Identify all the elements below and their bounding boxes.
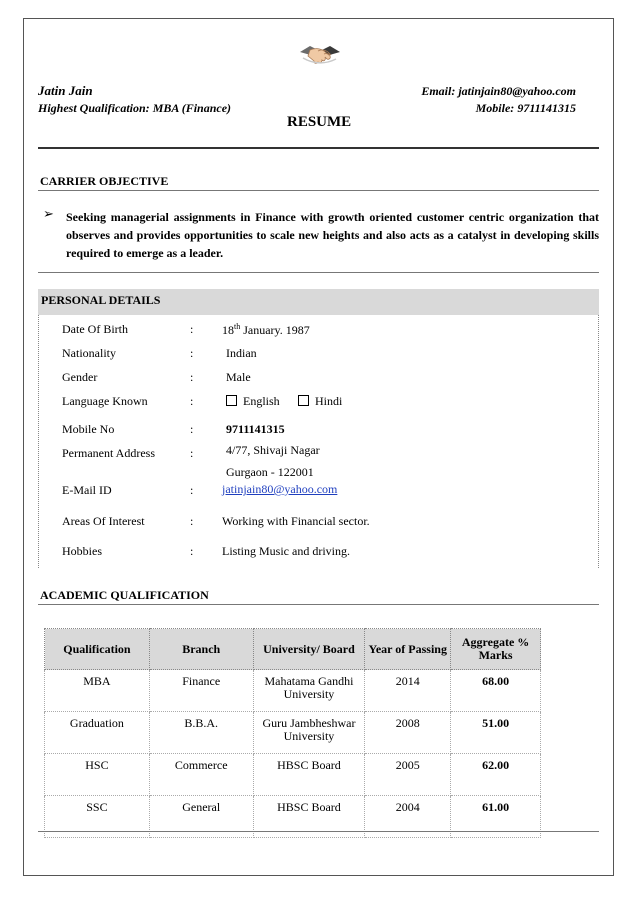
cell-year: 2005	[365, 754, 451, 796]
dob-colon: :	[190, 322, 194, 336]
address-line1: 4/77, Shivaji Nagar	[226, 443, 320, 457]
gender-colon: :	[190, 370, 194, 384]
mobile-colon: :	[190, 422, 194, 436]
academic-heading-rule	[38, 604, 599, 605]
header-divider	[38, 147, 599, 149]
hobbies-value: Listing Music and driving.	[222, 544, 350, 558]
cell-qualification: HSC	[45, 754, 150, 796]
nationality-label: Nationality	[62, 346, 116, 360]
cell-marks: 62.00	[451, 754, 541, 796]
mobile-value: 9711141315	[226, 422, 285, 436]
objective-divider	[38, 272, 599, 273]
cell-university: Mahatama Gandhi University	[253, 670, 365, 712]
cell-marks: 51.00	[451, 712, 541, 754]
academic-table-header	[45, 629, 541, 670]
header-email	[421, 84, 576, 99]
cell-marks: 68.00	[451, 670, 541, 712]
dob-value	[222, 322, 310, 338]
objective-heading-rule	[38, 190, 599, 191]
cell-branch: Commerce	[149, 754, 253, 796]
dob-day: 18	[222, 323, 234, 337]
handshake-icon	[298, 38, 342, 72]
col-university: University/ Board	[253, 629, 365, 670]
objective-text: Seeking managerial assignments in Finance with growth oriented customer centric organization that observes and provides opportunities to scale new heights and also acts as a catalyst in developing skills required to emerge as a leader.	[66, 210, 599, 260]
objective-heading: CARRIER OBJECTIVE	[40, 174, 169, 188]
cell-year: 2008	[365, 712, 451, 754]
header-mobile	[476, 101, 576, 116]
language-colon: :	[190, 394, 194, 408]
col-aggregate: Aggregate % Marks	[451, 629, 541, 670]
cell-branch: B.B.A.	[149, 712, 253, 754]
table-row	[45, 670, 541, 712]
cell-qualification: MBA	[45, 670, 150, 712]
interest-label: Areas Of Interest	[62, 514, 145, 528]
resume-title: RESUME	[287, 114, 352, 130]
address-colon: :	[190, 446, 194, 460]
interest-value: Working with Financial sector.	[222, 514, 370, 528]
email-id-label: E-Mail ID	[62, 483, 112, 497]
cell-university: HBSC Board	[253, 796, 365, 838]
nationality-value: Indian	[226, 346, 257, 360]
table-row	[45, 754, 541, 796]
hobbies-colon: :	[190, 544, 194, 558]
cell-university: HBSC Board	[253, 754, 365, 796]
candidate-name: Jatin Jain	[38, 83, 93, 98]
footer-divider	[38, 831, 599, 832]
dob-label: Date Of Birth	[62, 322, 128, 336]
cell-year: 2014	[365, 670, 451, 712]
cell-year: 2004	[365, 796, 451, 838]
hobbies-label: Hobbies	[62, 544, 102, 558]
personal-details-heading: PERSONAL DETAILS	[41, 293, 161, 307]
academic-heading: ACADEMIC QUALIFICATION	[40, 588, 209, 602]
cell-qualification: Graduation	[45, 712, 150, 754]
qualification-label: Highest Qualification:	[38, 101, 150, 115]
interest-colon: :	[190, 514, 194, 528]
mobile-value: 9711141315	[517, 101, 576, 115]
address-line2: Gurgaon - 122001	[226, 465, 314, 479]
mobile-label: Mobile:	[475, 101, 515, 115]
dob-suffix: th	[234, 322, 241, 331]
highest-qualification	[38, 101, 231, 116]
language-hindi-label: Hindi	[315, 394, 343, 408]
table-row	[45, 712, 541, 754]
arrow-bullet-icon: ➢	[43, 206, 54, 221]
cell-branch: General	[149, 796, 253, 838]
gender-value: Male	[226, 370, 251, 384]
address-label: Permanent Address	[62, 446, 155, 460]
cell-branch: Finance	[149, 670, 253, 712]
language-english-label: English	[243, 394, 280, 408]
qualification-value: MBA (Finance)	[152, 101, 232, 115]
col-branch: Branch	[149, 629, 253, 670]
cell-university: Guru Jambheshwar University	[253, 712, 365, 754]
checkbox-icon	[226, 395, 237, 406]
mobile-label: Mobile No	[62, 422, 115, 436]
language-english	[226, 394, 280, 409]
language-hindi	[298, 394, 342, 409]
dob-rest: January. 1987	[240, 323, 310, 337]
email-value[interactable]: jatinjain80@yahoo.com	[458, 84, 576, 98]
language-label: Language Known	[62, 394, 148, 408]
col-qualification: Qualification	[45, 629, 150, 670]
email-id-link[interactable]: jatinjain80@yahoo.com	[222, 482, 338, 496]
col-year: Year of Passing	[365, 629, 451, 670]
cell-qualification: SSC	[45, 796, 150, 838]
gender-label: Gender	[62, 370, 98, 384]
cell-marks: 61.00	[451, 796, 541, 838]
nationality-colon: :	[190, 346, 194, 360]
academic-table	[44, 628, 541, 838]
email-label: Email:	[421, 84, 456, 98]
email-id-colon: :	[190, 483, 194, 497]
checkbox-icon	[298, 395, 309, 406]
